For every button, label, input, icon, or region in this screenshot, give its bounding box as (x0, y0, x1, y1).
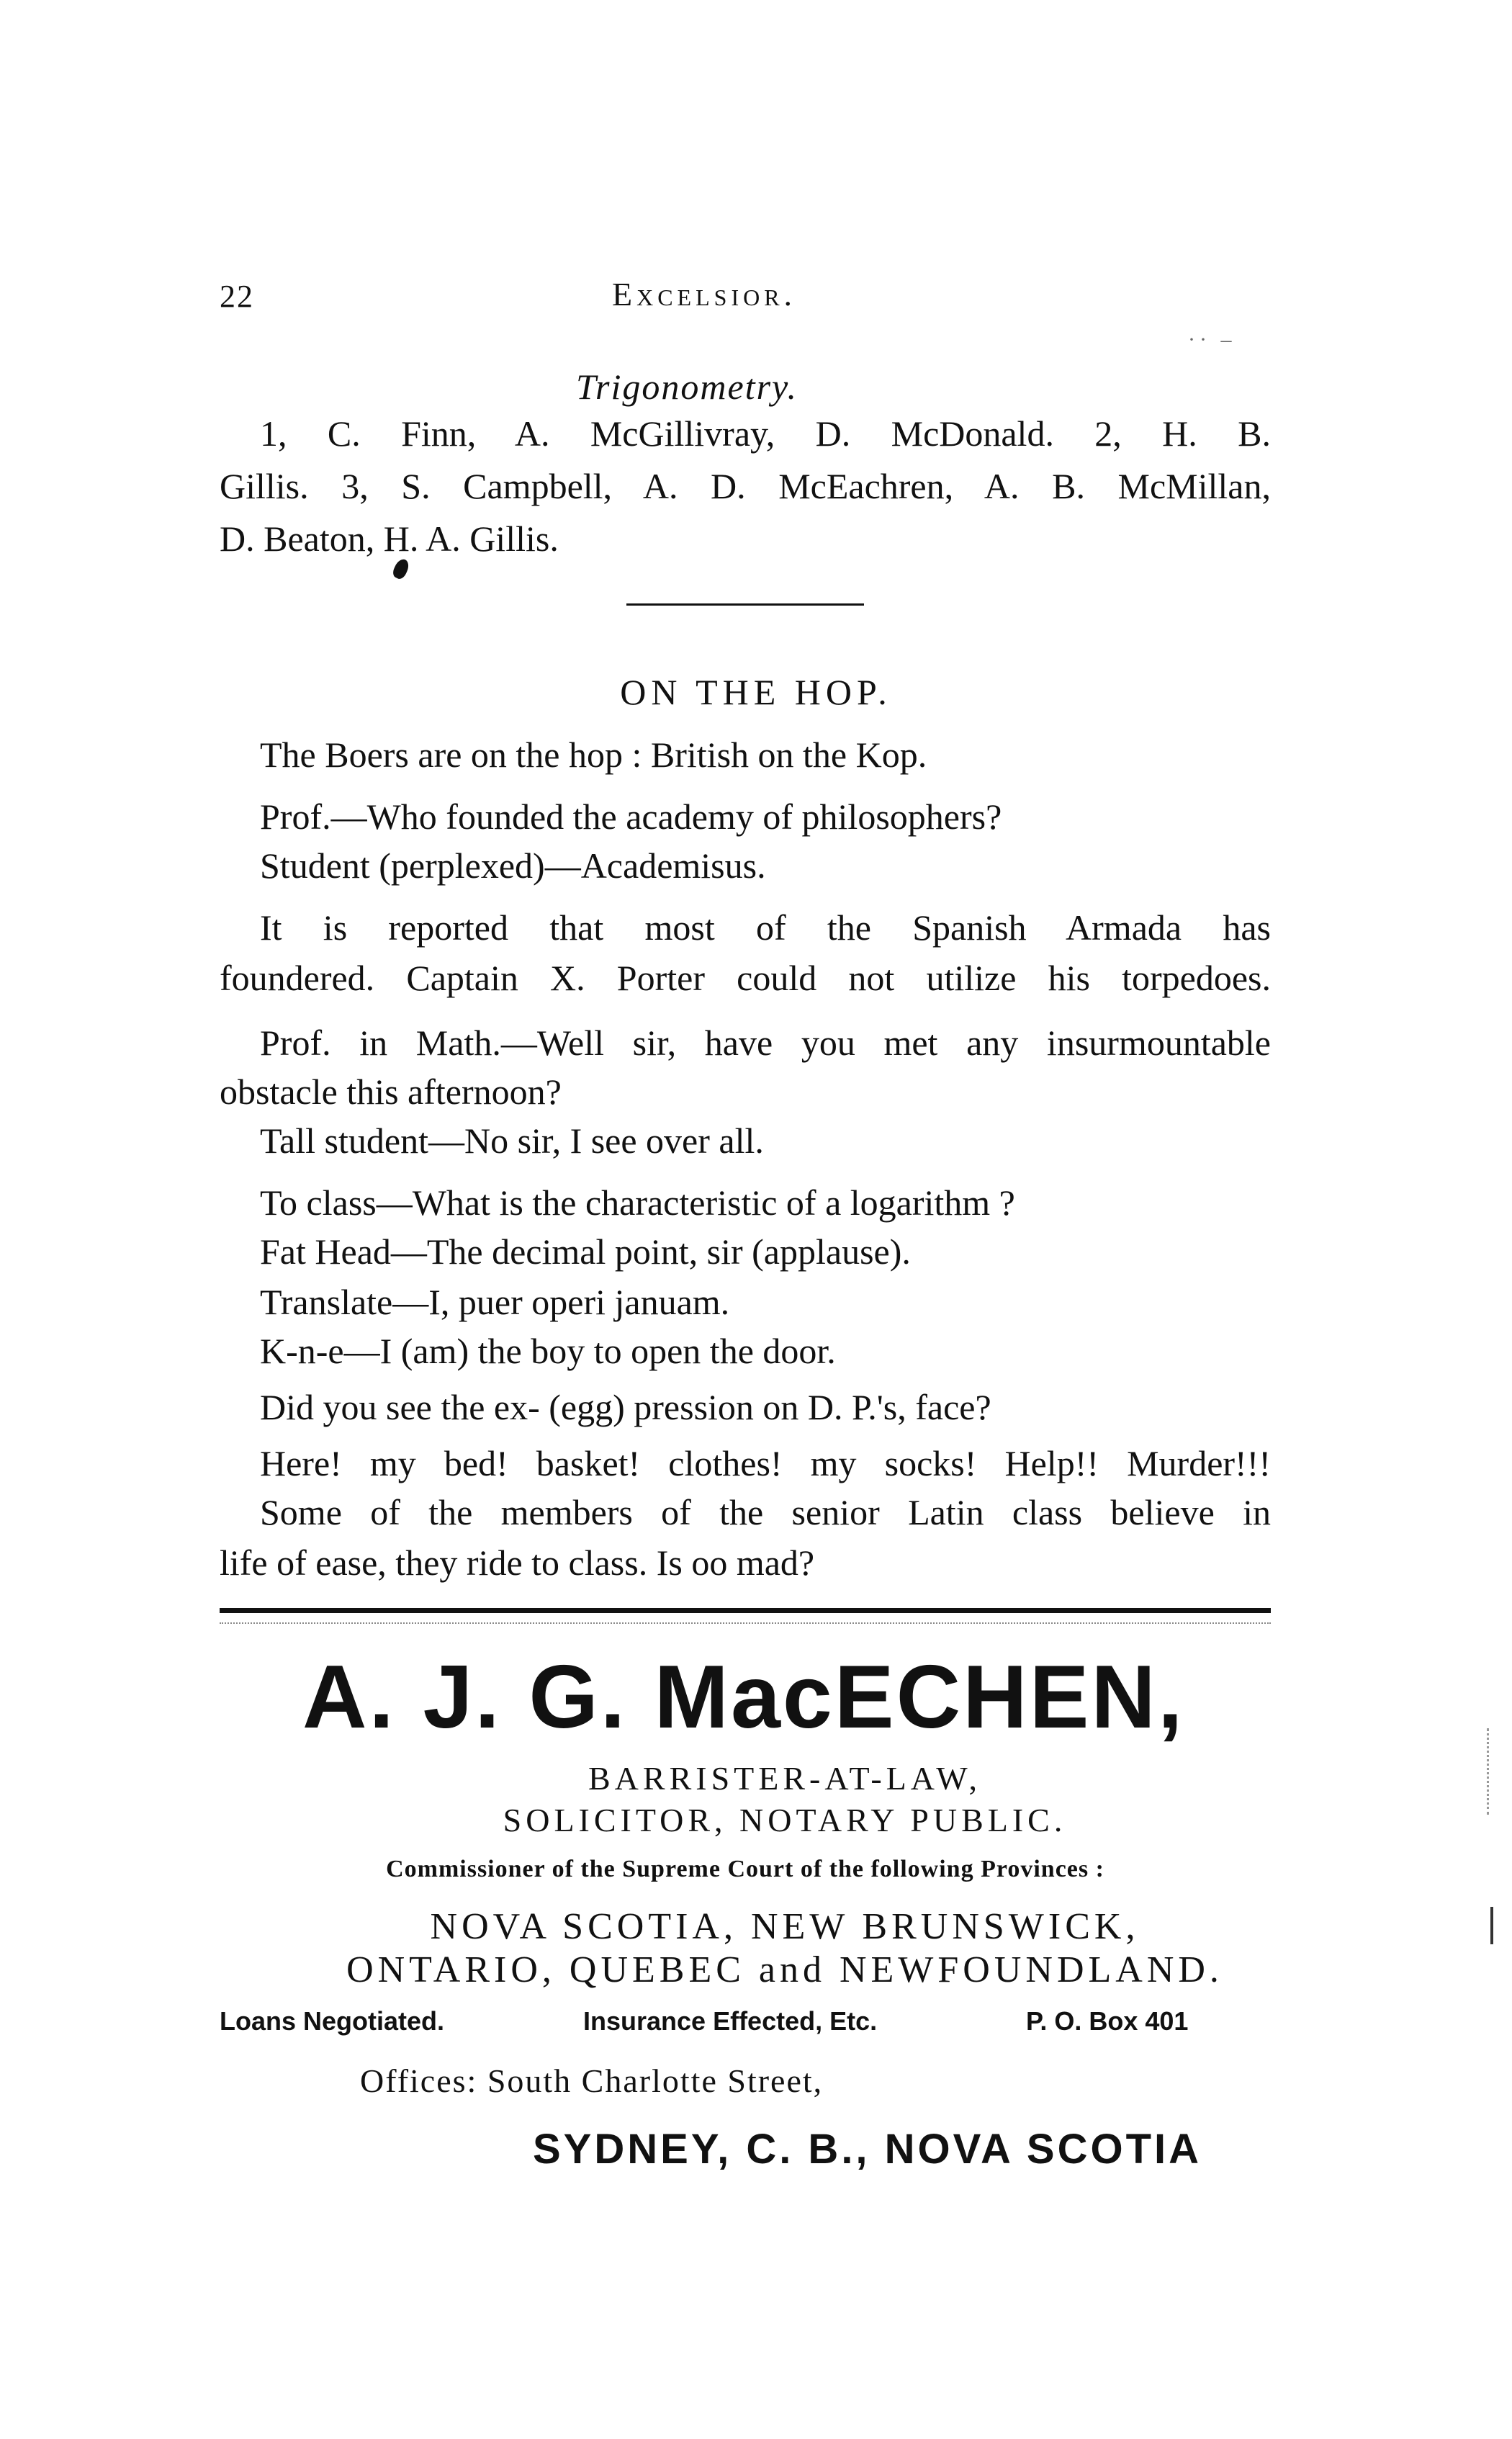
provinces-line: NOVA SCOTIA, NEW BRUNSWICK, (430, 1906, 1140, 1947)
text-line: K-n-e—I (am) the boy to open the door. (260, 1331, 836, 1371)
text-line: Student (perplexed)—Academisus. (260, 845, 766, 886)
text-line: Here! my bed! basket! clothes! my socks! Help!! Murder!!! (260, 1443, 1271, 1483)
insurance-text: Insurance Effected, Etc. (583, 2006, 878, 2036)
provinces-line: ONTARIO, QUEBEC and NEWFOUNDLAND. (346, 1949, 1223, 1990)
text-line: Prof. in Math.—Well sir, have you met any insurmountable (260, 1023, 1271, 1063)
section-divider (626, 603, 864, 606)
trigonometry-heading: Trigonometry. (576, 367, 798, 407)
text-line: life of ease, they ride to class. Is oo mad? (220, 1542, 815, 1583)
text-line: To class—What is the characteristic of a logarithm ? (260, 1182, 1015, 1223)
text-line: Tall student—No sir, I see over all. (260, 1120, 764, 1161)
text-line: obstacle this afternoon? (220, 1072, 562, 1112)
scan-artifact (1487, 1728, 1490, 1815)
trigonometry-line: 1, C. Finn, A. McGillivray, D. McDonald. 2, H. B. (260, 413, 1271, 454)
trigonometry-line: Gillis. 3, S. Campbell, A. D. McEachren, A. B. McMillan, (220, 466, 1271, 506)
scan-artifact (1490, 1907, 1493, 1944)
loans-text: Loans Negotiated. (220, 2006, 445, 2036)
text-line: Some of the members of the senior Latin class believe in (260, 1492, 1271, 1532)
running-title: Excelsior. (612, 276, 797, 313)
commission-line: Commissioner of the Supreme Court of the following Provinces : (386, 1856, 1104, 1882)
po-box-text: P. O. Box 401 (1026, 2006, 1189, 2036)
advertiser-title: SOLICITOR, NOTARY PUBLIC. (503, 1802, 1067, 1838)
text-line: The Boers are on the hop : British on the Kop. (260, 735, 927, 775)
text-line: foundered. Captain X. Porter could not utilize his torpedoes. (220, 958, 1271, 998)
offices-line: Offices: South Charlotte Street, (360, 2062, 824, 2099)
text-line: Fat Head—The decimal point, sir (applause). (260, 1231, 911, 1272)
text-line: Prof.—Who founded the academy of philosophers? (260, 796, 1002, 837)
trigonometry-line: D. Beaton, H. A. Gillis. (220, 518, 559, 559)
text-line: Translate—I, puer operi januam. (260, 1282, 730, 1322)
advertiser-name: A. J. G. MacECHEN, (302, 1648, 1185, 1747)
advertiser-title: BARRISTER-AT-LAW, (588, 1760, 981, 1797)
piece-title: ON THE HOP. (620, 672, 892, 712)
text-line: It is reported that most of the Spanish Armada has (260, 907, 1271, 948)
city-line: SYDNEY, C. B., NOVA SCOTIA (533, 2126, 1202, 2173)
page-number: 22 (220, 279, 254, 314)
scan-artifact: ·· – (1188, 328, 1236, 351)
text-line: Did you see the ex- (egg) pression on D. P.'s, face? (260, 1387, 991, 1427)
advertisement-rule-thin (220, 1622, 1271, 1625)
advertisement-rule (220, 1608, 1271, 1613)
